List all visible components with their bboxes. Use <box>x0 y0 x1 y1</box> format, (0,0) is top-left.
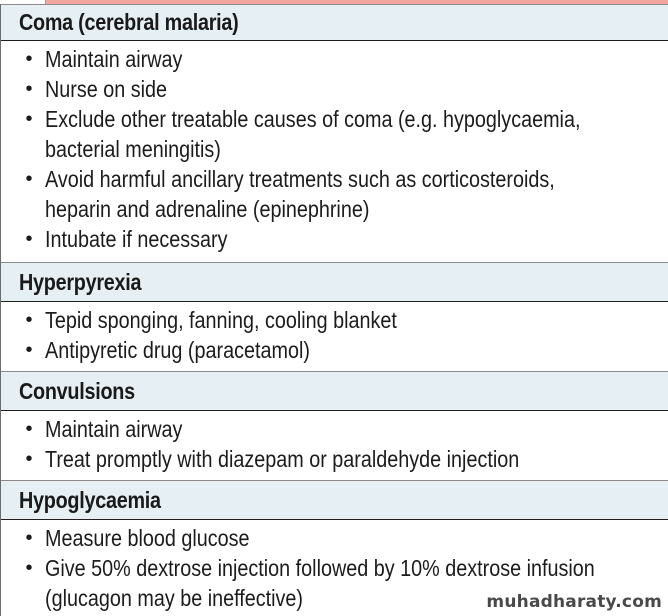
list-item <box>1 104 668 164</box>
list-item-text: Maintain airway <box>45 46 183 72</box>
section-body-coma <box>1 41 668 262</box>
bullet-icon: • <box>25 108 33 130</box>
section-heading-hyperpyrexia <box>1 262 668 302</box>
list-item-text: Antipyretic drug (paracetamol) <box>45 337 310 363</box>
bullet-icon: • <box>25 309 33 331</box>
list-item-text: Measure blood glucose <box>45 525 250 551</box>
list-item-text: Intubate if necessary <box>45 226 228 252</box>
section-heading-hypoglycaemia <box>1 480 668 520</box>
list-item-text: Treat promptly with diazepam or paraldehyde injection <box>45 446 520 472</box>
bullet-icon: • <box>25 448 33 470</box>
list-item-text: Maintain airway <box>45 416 183 442</box>
list-item <box>1 335 668 365</box>
bullet-icon: • <box>25 168 33 190</box>
bullet-icon: • <box>25 557 33 579</box>
section-heading-text: Coma (cerebral malaria) <box>19 9 239 35</box>
section-heading-text: Hypoglycaemia <box>19 486 161 513</box>
list-item-text: Nurse on side <box>45 76 168 102</box>
watermark: muhadharaty.com <box>486 592 662 612</box>
section-body-convulsions <box>1 411 668 480</box>
list-item-text-continued: heparin and adrenaline (epinephrine) <box>45 196 370 222</box>
section-heading-convulsions <box>1 371 668 411</box>
treatment-table <box>0 4 668 616</box>
list-item <box>1 44 668 74</box>
list-item <box>1 305 668 335</box>
list-item <box>1 444 668 474</box>
bullet-icon: • <box>25 418 33 440</box>
bullet-icon: • <box>25 339 33 361</box>
section-heading-text: Convulsions <box>19 377 135 404</box>
list-item-text: Exclude other treatable causes of coma (e.g. hypoglycaemia, <box>45 106 581 132</box>
bullet-icon: • <box>25 78 33 100</box>
list-item-text-continued: bacterial meningitis) <box>45 136 221 162</box>
list-item-text: Tepid sponging, fanning, cooling blanket <box>45 307 397 333</box>
list-item <box>1 523 668 553</box>
section-heading-text: Hyperpyrexia <box>19 268 142 295</box>
bullet-icon: • <box>25 527 33 549</box>
list-item <box>1 224 668 254</box>
bullet-icon: • <box>25 228 33 250</box>
list-item <box>1 414 668 444</box>
list-item-text: Give 50% dextrose injection followed by 10% dextrose infusion <box>45 555 595 581</box>
section-body-hyperpyrexia <box>1 302 668 371</box>
bullet-icon: • <box>25 48 33 70</box>
section-heading-coma <box>1 4 668 41</box>
list-item-text: Avoid harmful ancillary treatments such as corticosteroids, <box>45 166 555 192</box>
list-item-text-continued: (glucagon may be ineffective) <box>45 585 304 611</box>
list-item <box>1 164 668 224</box>
list-item <box>1 74 668 104</box>
